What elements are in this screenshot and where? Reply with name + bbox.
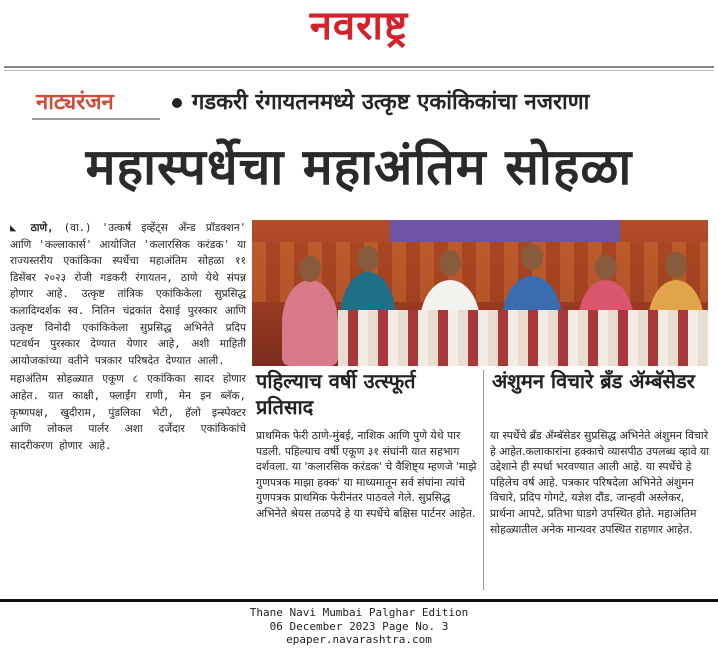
middle-column-body: प्राथमिक फेरी ठाणे-मुंबई, नाशिक आणि पुणे येथे पार पडली. पहिल्याच वर्षी एकूण ३१ संघांनी यात सहभाग दर्शवला. या 'कलारसिक करंडक' चे वैशिष्ट्य म्हणजे 'माझे गुणपत्रक माझा हक्क' या माध्यमातून सर्व संघांना त्यांचे गुणपत्रक प्राथमिक फेरीनंतर पाठवले गेले. सुप्रसिद्ध अभिनेते श्रेयस तळपदे हे या स्पर्धेचे बक्षिस पार्टनर आहेत. bbox=[256, 429, 477, 520]
photo-head bbox=[595, 254, 617, 280]
footer bbox=[0, 606, 718, 647]
paragraph-text: (वा.) 'उत्कर्ष इव्हेंट्स अँन्ड प्रॉडक्शन' आणि 'कल्लाकार्स' आयोजित 'कलारसिक करंडक' या राज्यस्तरीय एकांकिका स्पर्धेचा महाअंतिम सोहळा ११ डिसेंबर २०२३ रोजी गडकरी रंगायतन, ठाणे येथे संपन्न होणार आहे. उत्कृष्ट तांत्रिक एकांकिकेला सुप्रसिद्ध कलादिग्दर्शक स्व. नितिन चंद्रकांत देसाई पुरस्कार आणि उत्कृष्ट विनोदी एकांकिकेला सुप्रसिद्ध अभिनेते प्रदिप पटवर्धन पुरस्कार देण्यात येणार आहे, अशी माहिती आयोजकांच्या वतीने पत्रकार परिषदेत देण्यात आली. bbox=[10, 222, 246, 367]
middle-column-heading: पहिल्याच वर्षी उत्स्फूर्त प्रतिसाद bbox=[256, 369, 416, 419]
photo-tablecloth bbox=[338, 310, 708, 366]
pin-icon: ◣ bbox=[10, 222, 21, 234]
footer-edition: Thane Navi Mumbai Palghar Edition bbox=[249, 606, 469, 619]
article-paragraph bbox=[10, 220, 246, 369]
photo-banner bbox=[390, 220, 620, 242]
article-paragraph: महाअंतिम सोहळ्यात एकूण ८ एकांकिका सादर होणार आहेत. यात काक्षी, फ्लाईंग राणी, मेन इन ब्लॅक, कृष्णपक्ष, खुदीराम, पुंडलिका भेटी, हॅलो इन्स्पेक्टर आणि लोकल पार्लर अशा दर्जेदार एकांकिकांचे सादरीकरण होणार आहे. bbox=[10, 373, 246, 452]
section-label: नाट्यरंजन bbox=[36, 90, 114, 115]
photo-person bbox=[282, 280, 338, 366]
masthead bbox=[0, 0, 718, 52]
dateline: ठाणे, bbox=[30, 222, 54, 234]
headline: महास्पर्धेचा महाअंतिम सोहळा bbox=[85, 137, 633, 196]
photo-head bbox=[357, 246, 379, 272]
subheadline bbox=[172, 86, 589, 116]
masthead-rule bbox=[4, 66, 714, 68]
masthead-title: नवराष्ट्र bbox=[309, 2, 409, 49]
right-column-heading: अंशुमन विचारे ब्रँड ॲम्बॅसेडर bbox=[492, 369, 695, 393]
footer-rule bbox=[0, 599, 718, 602]
right-column-body: या स्पर्धेचे ब्रँड ॲम्बॅसेडर सुप्रसिद्ध अभिनेते अंशुमन विचारे हे आहेत.कलाकारांना हक्काचे व्यासपीठ उपलब्ध व्हावे या उद्देशाने ही स्पर्धा भरवण्यात आली आहे. या स्पर्धेचे हे पहिलेच वर्ष आहे. पत्रकार परिषदेला अभिनेते अंशुमन विचारे, प्रदिप गोगटे, यज्ञेश दौंड, जान्हवी अस्लेकर, प्रार्थना आपटे, प्रतिभा घाडगे उपस्थित होते. महाअंतिम सोहळ्यातील अनेक मान्यवर उपस्थित राहणार आहेत. bbox=[490, 429, 710, 536]
photo-head bbox=[665, 252, 687, 278]
article-left-column bbox=[10, 220, 246, 456]
footer-url: epaper.navarashtra.com bbox=[286, 633, 432, 646]
photo-head bbox=[439, 250, 461, 276]
masthead-rule-thin bbox=[4, 70, 714, 71]
subheadline-text: गडकरी रंगायतनमध्ये उत्कृष्ट एकांकिकांचा नजराणा bbox=[192, 90, 590, 115]
photo-head bbox=[521, 244, 543, 270]
photo-head bbox=[299, 256, 321, 282]
press-conference-photo bbox=[252, 220, 708, 366]
column-divider bbox=[483, 370, 484, 590]
footer-date-page: 06 December 2023 Page No. 3 bbox=[269, 619, 449, 633]
bullet-icon bbox=[172, 98, 182, 108]
